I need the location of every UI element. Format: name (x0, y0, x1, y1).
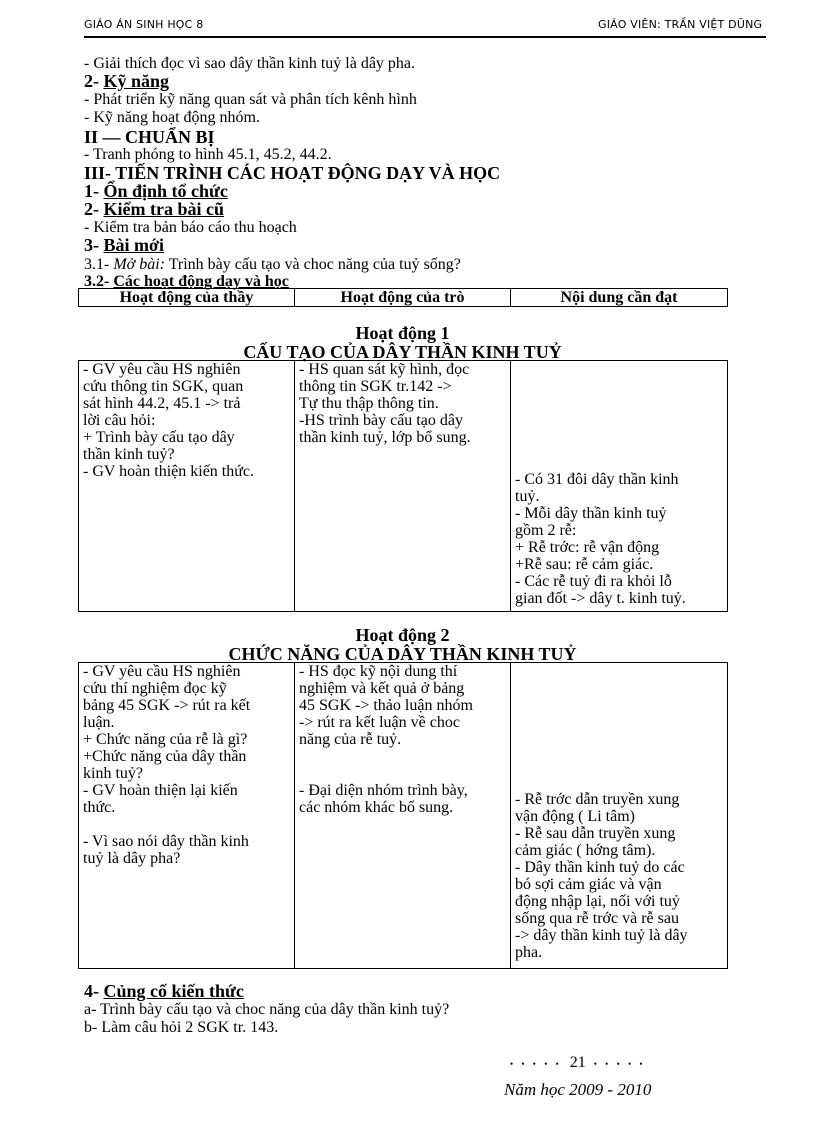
skills-title: Kỹ năng (103, 71, 170, 91)
column-header-teacher: Hoạt động của thầy (79, 289, 295, 307)
activity2-student-line: 45 SGK -> thảo luận nhóm (299, 697, 473, 714)
skills-number: 2- (84, 71, 99, 91)
skill-item: - Kỹ năng hoạt động nhóm. (84, 109, 260, 126)
activity2-teacher-line: luận. (83, 714, 115, 731)
check-heading (84, 200, 224, 219)
activity2-teacher-line: - GV hoàn thiện lại kiến (83, 782, 238, 799)
activities-prefix: 3.2- (84, 273, 110, 290)
new-lesson-title: Bài mới (103, 235, 164, 255)
activities-title: Các hoạt động dạy và học (113, 273, 289, 290)
activity1-teacher-line: + Trình bày cấu tạo dây (83, 429, 235, 446)
activity2-student-line: - HS đọc kỹ nội dung thí (299, 663, 458, 680)
activity2-teacher-line: thức. (83, 799, 116, 816)
activity2-student-line: năng của rễ tuỷ. (299, 731, 402, 748)
activity1-teacher-line: - GV yêu cầu HS nghiên (83, 361, 241, 378)
new-lesson-number: 3- (84, 235, 99, 255)
activity1-content-line: + Rễ trớc: rễ vận động (515, 539, 660, 556)
activity2-student-line: -> rút ra kết luận về choc (299, 714, 460, 731)
check-title: Kiểm tra bài cũ (103, 199, 224, 219)
activity2-content-line: - Dây thần kinh tuỷ do các (515, 859, 685, 876)
activity1-table (78, 360, 728, 612)
activity1-content-line: - Các rễ tuỷ đi ra khỏi lỗ (515, 573, 672, 590)
activity2-teacher-line: tuỷ là dây pha? (83, 850, 181, 867)
page-number: 21 (569, 1054, 586, 1071)
activity2-student-cell (295, 663, 511, 969)
activity1-teacher-line: thần kinh tuỷ? (83, 446, 175, 463)
activity1-student-line: - HS quan sát kỹ hình, đọc (299, 361, 470, 378)
activity2-content-line: cảm giác ( hớng tâm). (515, 842, 656, 859)
activity1-student-line: thông tin SGK tr.142 -> (299, 378, 452, 395)
header-right: GIÁO VIÊN: TRẦN VIỆT DŨNG (598, 18, 763, 31)
process-number: III- (84, 163, 112, 183)
activity1-content-line: - Mỗi dây thần kinh tuỷ (515, 505, 667, 522)
activity1-teacher-cell (79, 361, 295, 612)
new-lesson-heading (84, 236, 164, 255)
opening-prefix: 3.1- (84, 256, 110, 273)
activity1-content-line: tuỷ. (515, 488, 540, 505)
activity1-student-line: -HS trình bày cấu tạo dây (299, 412, 463, 429)
activity2-teacher-line: bảng 45 SGK -> rút ra kết (83, 697, 251, 714)
skill-item: - Phát triển kỹ năng quan sát và phân tích kênh hình (84, 91, 417, 108)
activity1-teacher-line: cứu thông tin SGK, quan (83, 378, 244, 395)
consolidation-item: a- Trình bày cấu tạo và choc năng của dây thần kinh tuỷ? (84, 1001, 450, 1018)
activity2-content-cell (511, 663, 728, 969)
activity1-content-cell (511, 361, 728, 612)
stable-number: 1- (84, 181, 99, 201)
consolidation-number: 4- (84, 981, 99, 1001)
activity2-student-line: nghiệm và kết quả ở bảng (299, 680, 465, 697)
activity2-teacher-line: kinh tuỷ? (83, 765, 143, 782)
check-number: 2- (84, 199, 99, 219)
activity2-student-line: các nhóm khác bổ sung. (299, 799, 454, 816)
opening-line (84, 256, 461, 274)
activity1-teacher-line: - GV hoàn thiện kiến thức. (83, 463, 255, 480)
activity1-content-line: - Có 31 đôi dây thần kinh (515, 471, 679, 488)
activity2-content-line: động nhập lại, nối với tuỷ (515, 893, 680, 910)
prep-number: II — (84, 127, 121, 147)
check-item: - Kiểm tra bản báo cáo thu hoạch (84, 219, 297, 236)
activity2-content-line: vận động ( Li tâm) (515, 808, 635, 825)
column-header-table (78, 288, 728, 307)
activity1-title: CẤU TẠO CỦA DÂY THẦN KINH TUỶ (243, 342, 562, 362)
objective-line: - Giải thích đọc vì sao dây thần kinh tuỷ là dây pha. (84, 55, 416, 72)
activity2-content-line: sống qua rễ trớc và rễ sau (515, 910, 679, 927)
consolidation-item: b- Làm câu hỏi 2 SGK tr. 143. (84, 1019, 279, 1036)
activity2-content-line: pha. (515, 944, 543, 961)
stable-title: Ổn định tổ chức (103, 181, 228, 201)
skills-heading (84, 72, 169, 91)
activity2-content-line: - Rễ trớc dẫn truyền xung (515, 791, 680, 808)
activity2-content-line: - Rễ sau dẫn truyền xung (515, 825, 676, 842)
column-header-content: Nội dung cần đạt (511, 289, 728, 307)
activity1-student-cell (295, 361, 511, 612)
activity2-title: CHỨC NĂNG CỦA DÂY THẦN KINH TUỶ (228, 644, 577, 664)
page-number-block (510, 1054, 646, 1072)
activity1-content-line: gồm 2 rễ: (515, 522, 577, 539)
activity1-content-line: +Rễ sau: rễ cảm giác. (515, 556, 654, 573)
activity2-teacher-line: + Chức năng của rễ là gì? (83, 731, 248, 748)
opening-label: Mở bài: (113, 256, 165, 273)
header-rule (84, 36, 766, 38)
activity2-content-line: bó sợi cảm giác và vận (515, 876, 662, 893)
activity2-table (78, 662, 728, 969)
activity1-content-line: gian đốt -> dây t. kinh tuỷ. (515, 590, 686, 607)
activity2-student-line (299, 748, 506, 765)
activity2-teacher-cell (79, 663, 295, 969)
activity1-student-line: Tự thu thập thông tin. (299, 395, 439, 412)
activity1-teacher-line: sát hình 44.2, 45.1 -> trả (83, 395, 241, 412)
column-header-student: Hoạt động của trò (295, 289, 511, 307)
opening-text: Trình bày cấu tạo và choc năng của tuỷ sống? (168, 256, 461, 273)
prep-item: - Tranh phóng to hình 45.1, 45.2, 44.2. (84, 146, 332, 163)
consolidation-heading (84, 982, 244, 1001)
footer-dots-right: • • • • • (593, 1059, 646, 1069)
activity2-teacher-line: - Vì sao nói dây thần kinh (83, 833, 249, 850)
prep-title: CHUẨN BỊ (125, 127, 215, 147)
activity2-student-line (299, 765, 506, 782)
activity2-teacher-line: +Chức năng của dây thần (83, 748, 247, 765)
activity2-teacher-line: cứu thí nghiệm đọc kỹ (83, 680, 227, 697)
activity1-teacher-line: lời câu hỏi: (83, 412, 156, 429)
prep-heading (84, 128, 215, 147)
header-left: GIÁO ÁN SINH HỌC 8 (84, 18, 204, 31)
activity2-student-line: - Đại diện nhóm trình bày, (299, 782, 468, 799)
consolidation-title: Củng cố kiến thức (103, 981, 244, 1001)
footer-dots-left: • • • • • (510, 1059, 562, 1069)
activity2-content-line: -> dây thần kinh tuỷ là dây (515, 927, 688, 944)
process-title: TIẾN TRÌNH CÁC HOẠT ĐỘNG DẠY VÀ HỌC (115, 163, 501, 183)
activity2-teacher-line (83, 816, 290, 833)
activity2-teacher-line: - GV yêu cầu HS nghiên (83, 663, 241, 680)
activity1-student-line: thần kinh tuỷ, lớp bổ sung. (299, 429, 471, 446)
school-year: Năm học 2009 - 2010 (504, 1080, 652, 1099)
activity2-label: Hoạt động 2 (355, 625, 450, 645)
activity1-label: Hoạt động 1 (355, 323, 450, 343)
